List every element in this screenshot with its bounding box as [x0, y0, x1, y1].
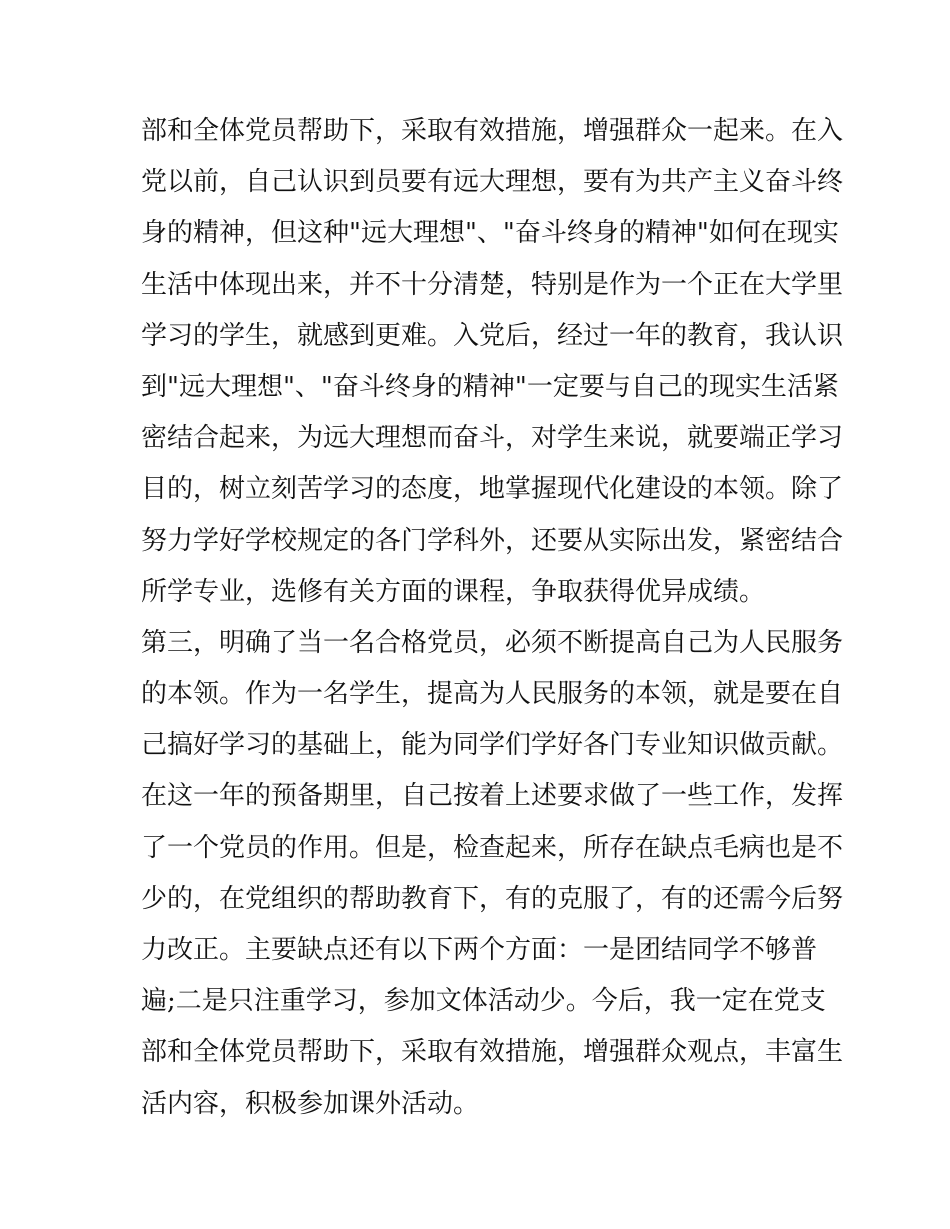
text-line: 努力学好学校规定的各门学科外，还要从实际出发，紧密结合 [141, 525, 844, 556]
text-line: 少的，在党组织的帮助教育下，有的克服了，有的还需今后努 [141, 883, 844, 914]
text-line: 力改正。主要缺点还有以下两个方面：一是团结同学不够普 [141, 935, 818, 965]
text-line: 生活中体现出来，并不十分清楚，特别是作为一个正在大学里 [141, 269, 844, 300]
text-line: 第三，明确了当一名合格党员，必须不断提高自己为人民服务 [141, 627, 844, 658]
text-line: 所学专业，选修有关方面的课程，争取获得优异成绩。 [141, 576, 766, 607]
body-text [141, 106, 844, 1130]
text-line: 到"远大理想"、"奋斗终身的精神"一定要与自己的现实生活紧 [141, 371, 839, 402]
text-line: 了一个党员的作用。但是，检查起来，所存在缺点毛病也是不 [141, 832, 844, 863]
text-line: 党以前，自己认识到员要有远大理想，要有为共产主义奋斗终 [141, 167, 844, 198]
text-line: 密结合起来，为远大理想而奋斗，对学生来说，就要端正学习 [141, 423, 844, 454]
text-line: 身的精神，但这种"远大理想"、"奋斗终身的精神"如何在现实 [141, 218, 839, 249]
text-line: 学习的学生，就感到更难。入党后，经过一年的教育，我认识 [141, 320, 844, 351]
text-line: 在这一年的预备期里，自己按着上述要求做了一些工作，发挥 [141, 781, 844, 812]
text-line: 遍;二是只注重学习，参加文体活动少。今后，我一定在党支 [141, 986, 826, 1017]
text-line: 部和全体党员帮助下，采取有效措施，增强群众一起来。在入 [141, 116, 844, 146]
text-line: 己搞好学习的基础上，能为同学们学好各门专业知识做贡献。 [141, 730, 844, 761]
text-line: 的本领。作为一名学生，提高为人民服务的本领，就是要在自 [141, 679, 844, 710]
text-line: 部和全体党员帮助下，采取有效措施，增强群众观点，丰富生 [141, 1037, 844, 1068]
text-line: 活内容，积极参加课外活动。 [141, 1088, 480, 1119]
text-line: 目的，树立刻苦学习的态度，地掌握现代化建设的本领。除了 [141, 474, 844, 505]
